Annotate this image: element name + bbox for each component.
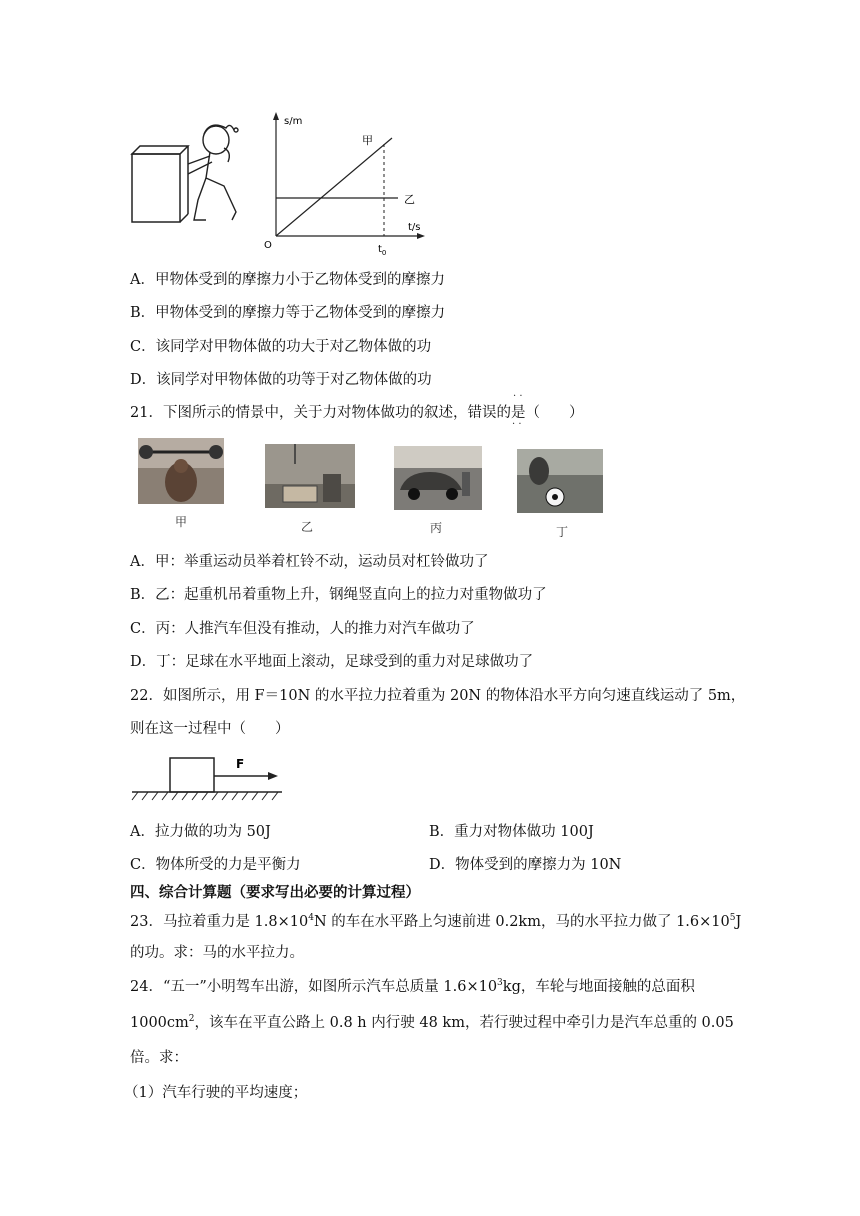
q24-line2 <box>130 1013 734 1033</box>
st-graph <box>264 112 425 257</box>
q20-option-b: B．甲物体受到的摩擦力等于乙物体受到的摩擦力 <box>130 305 446 321</box>
q23-sup2: 5 <box>729 913 736 924</box>
q22-option-b: B．重力对物体做功 100J <box>429 824 594 840</box>
photo-crane <box>265 444 355 508</box>
q23-line1 <box>130 912 741 932</box>
q22-option-c: C．物体所受的力是平衡力 <box>130 857 301 873</box>
q24-text-d: ，该车在平直公路上 0.8 h 内行驶 48 km，若行驶过程中牵引力是汽车总重的 0.05 <box>194 1015 734 1031</box>
line-jia <box>276 138 392 236</box>
q20-option-c: C．该同学对甲物体做的功大于对乙物体做的功 <box>130 339 432 355</box>
photo-label-bing: 丙 <box>430 521 443 535</box>
q23-sup1: 4 <box>308 913 314 924</box>
emphasis-dots-below: · · <box>512 419 522 430</box>
x-axis-label: t/s <box>408 222 421 233</box>
q22-stem-line1: 22．如图所示，用 F＝10N 的水平拉力拉着重为 20N 的物体沿水平方向匀速直线运动了 5m， <box>130 688 746 704</box>
photo-car-push <box>394 446 482 510</box>
q24-sup1: 3 <box>497 978 503 989</box>
q24-sub1: （1）汽车行驶的平均速度； <box>124 1085 308 1101</box>
q24-sup2: 2 <box>188 1014 195 1025</box>
q22-option-a: A．拉力做的功为 50J <box>130 824 271 840</box>
q22-stem-line2: 则在这一过程中（ ） <box>130 721 290 737</box>
q24-line3: 倍。求： <box>130 1050 188 1066</box>
q24-text-a: 24．“五一”小明驾车出游，如图所示汽车总质量 1.6×10 <box>130 979 498 995</box>
q21-option-a: A．甲：举重运动员举着杠铃不动，运动员对杠铃做功了 <box>130 554 489 570</box>
photo-weightlifter <box>138 438 224 504</box>
q20-figure <box>128 108 428 258</box>
q22-option-d: D．物体受到的摩擦力为 10N <box>429 857 622 873</box>
q23-line2: 的功。求：马的水平拉力。 <box>130 945 304 961</box>
pushed-box-illustration <box>132 146 188 222</box>
q24-text-b: kg，车轮与地面接触的总面积 <box>502 979 695 995</box>
q21-stem: 21．下图所示的情景中，关于力对物体做功的叙述，错误的是（ ） <box>130 405 584 421</box>
q24-text-c: 1000cm <box>130 1015 189 1031</box>
force-label: F <box>236 757 245 771</box>
yi-label: 乙 <box>404 193 415 206</box>
origin-label: O <box>264 240 272 251</box>
photo-football <box>517 449 603 513</box>
photo-label-ding: 丁 <box>556 525 569 539</box>
q22-figure <box>128 752 288 808</box>
y-axis-label: s/m <box>284 116 303 127</box>
q21-option-c: C．丙：人推汽车但没有推动，人的推力对汽车做功了 <box>130 621 475 637</box>
photo-label-yi: 乙 <box>301 520 314 534</box>
pushing-person-illustration <box>188 125 238 220</box>
q20-option-a: A．甲物体受到的摩擦力小于乙物体受到的摩擦力 <box>130 272 445 288</box>
q21-option-d: D．丁：足球在水平地面上滚动，足球受到的重力对足球做功了 <box>130 654 534 670</box>
t0-label: $t_0$ <box>378 244 387 257</box>
photo-label-jia: 甲 <box>175 515 188 529</box>
q20-option-d: D．该同学对甲物体做的功等于对乙物体做的功 <box>130 372 432 388</box>
q23-text-a: 23．马拉着重力是 1.8×10 <box>130 914 309 930</box>
section4-heading: 四、综合计算题（要求写出必要的计算过程） <box>130 885 420 901</box>
jia-label: 甲 <box>362 134 373 147</box>
q21-option-b: B．乙：起重机吊着重物上升，钢绳竖直向上的拉力对重物做功了 <box>130 587 547 603</box>
emphasis-dots: · · <box>513 391 523 402</box>
q24-line1 <box>130 977 695 997</box>
q23-text-b: N 的车在水平路上匀速前进 0.2km，马的水平拉力做了 1.6×10 <box>313 914 730 930</box>
q23-text-c: J <box>735 914 742 930</box>
